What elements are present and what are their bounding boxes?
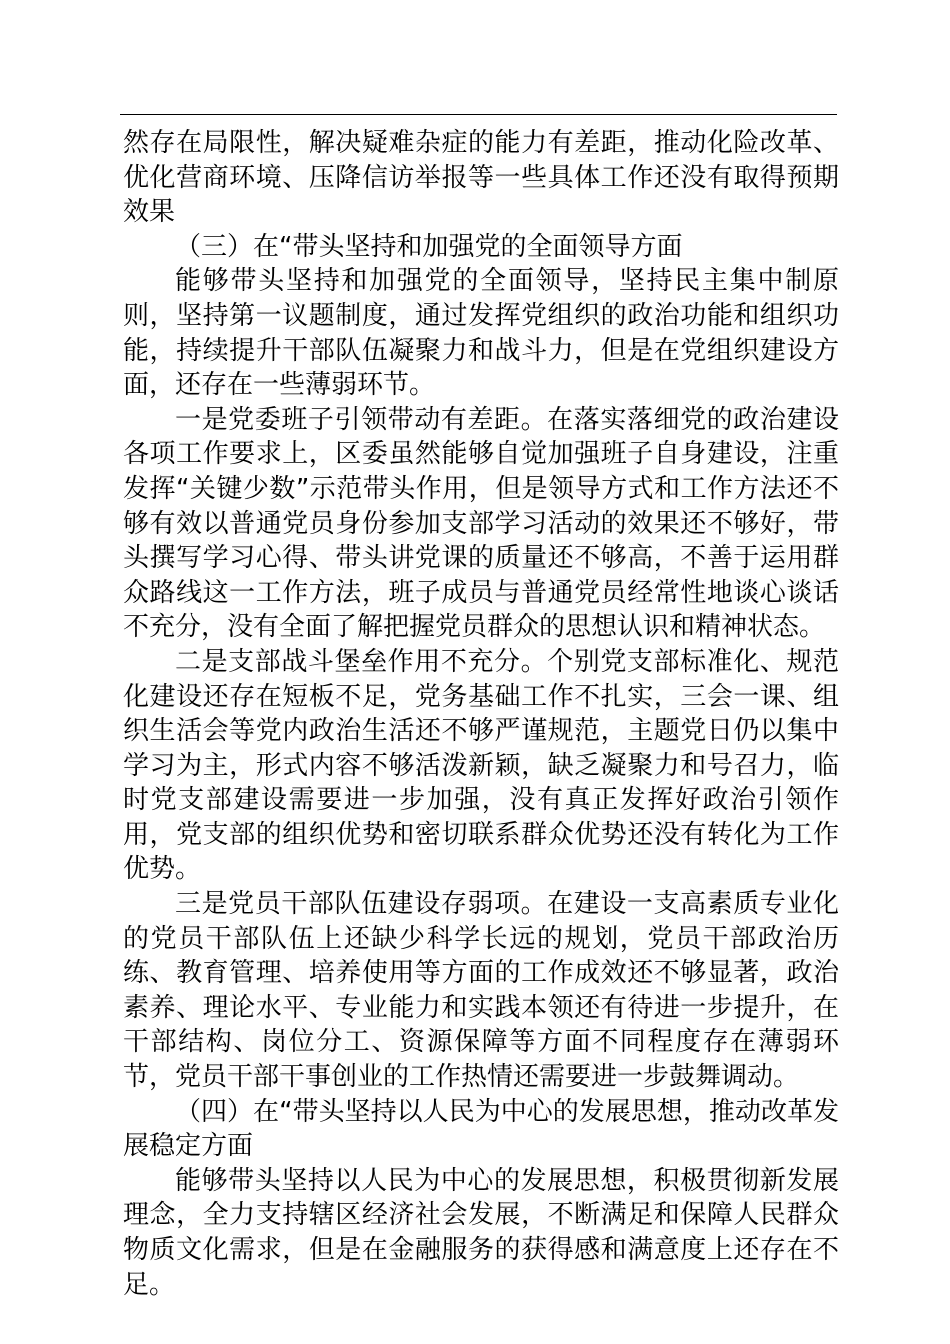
paragraph: 能够带头坚持和加强党的全面领导，坚持民主集中制原则，坚持第一议题制度，通过发挥党组织的政治功能和组织功能，持续提升干部队伍凝聚力和战斗力，但是在党组织建设方面，还存在一些薄弱环节。 [123,266,839,401]
section-heading-3: （三）在“带头坚持和加强党的全面领导方面 [175,231,683,262]
header-rule [120,114,837,115]
document-body [123,126,839,1302]
paragraph-continuation: 然存在局限性，解决疑难杂症的能力有差距，推动化险改革、优化营商环境、压降信访举报等一些具体工作还没有取得预期效果 [123,128,839,228]
paragraph: 三是党员干部队伍建设存弱项。在建设一支高素质专业化的党员干部队伍上还缺少科学长远的规划，党员干部政治历练、教育管理、培养使用等方面的工作成效还不够显著，政治素养、理论水平、专业能力和实践本领还有待进一步提升，在干部结构、岗位分工、资源保障等方面不同程度存在薄弱环节，党员干部干事创业的工作热情还需要进一步鼓舞调动。 [123,889,839,1093]
section-heading-4: （四）在“带头坚持以人民为中心的发展思想，推动改革发展稳定方面 [123,1096,839,1162]
paragraph: 二是支部战斗堡垒作用不充分。个别党支部标准化、规范化建设还存在短板不足，党务基础工作不扎实，三会一课、组织生活会等党内政治生活还不够严谨规范，主题党日仍以集中学习为主，形式内容不够活泼新颖，缺乏凝聚力和号召力，临时党支部建设需要进一步加强，没有真正发挥好政治引领作用，党支部的组织优势和密切联系群众优势还没有转化为工作优势。 [123,646,839,885]
paragraph: 一是党委班子引领带动有差距。在落实落细党的政治建设各项工作要求上，区委虽然能够自觉加强班子自身建设，注重发挥“关键少数”示范带头作用，但是领导方式和工作方法还不够有效以普通党员身份参加支部学习活动的效果还不够好，带头撰写学习心得、带头讲党课的质量还不够高，不善于运用群众路线这一工作方法，班子成员与普通党员经常性地谈心谈话不充分，没有全面了解把握党员群众的思想认识和精神状态。 [123,404,839,643]
paragraph: 能够带头坚持以人民为中心的发展思想，积极贯彻新发展理念，全力支持辖区经济社会发展，不断满足和保障人民群众物质文化需求，但是在金融服务的获得感和满意度上还存在不足。 [123,1165,839,1300]
